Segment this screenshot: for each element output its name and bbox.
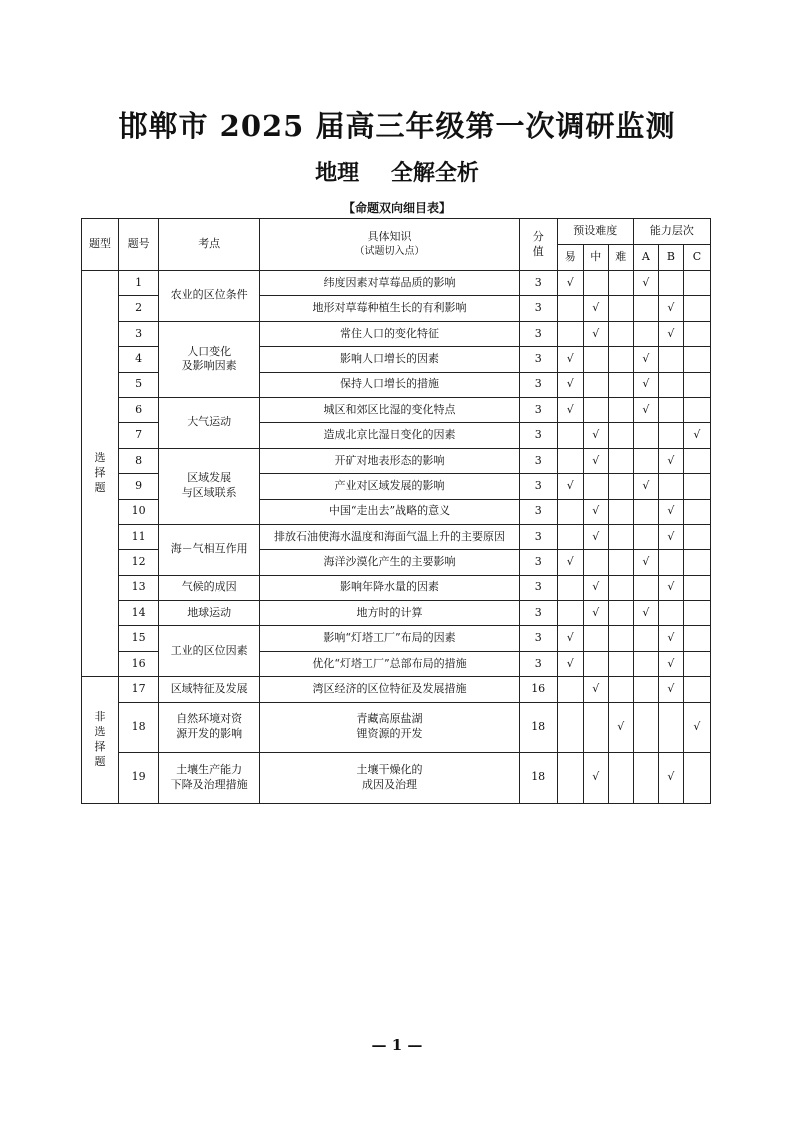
- exam-point-line: 土壤生产能力: [176, 762, 243, 776]
- question-no: 11: [119, 524, 159, 549]
- check-mark: √: [633, 347, 658, 372]
- check-mark: √: [633, 474, 658, 499]
- score-cell: 3: [519, 347, 557, 372]
- header-score-2: 值: [532, 244, 544, 258]
- exam-point: [159, 752, 260, 803]
- header-score-1: 分: [532, 229, 544, 243]
- score-cell: 3: [519, 448, 557, 473]
- exam-point: [159, 448, 260, 524]
- header-type: 题型: [82, 219, 119, 271]
- question-no: 1: [119, 271, 159, 296]
- header-ability: 能力层次: [633, 219, 710, 245]
- knowledge-cell: [260, 752, 519, 803]
- table-row: [82, 702, 711, 752]
- check-mark: √: [608, 702, 633, 752]
- check-mark: √: [583, 423, 608, 448]
- score-cell: 3: [519, 474, 557, 499]
- group-nonchoice-char: 择: [94, 739, 106, 753]
- score-cell: 3: [519, 423, 557, 448]
- score-cell: 3: [519, 524, 557, 549]
- exam-point-line: 人口变化: [187, 344, 232, 358]
- table-caption: 【命题双向细目表】: [342, 201, 451, 215]
- check-mark: √: [557, 372, 583, 397]
- header-ability-b: B: [658, 245, 683, 271]
- knowledge-cell: [260, 702, 519, 752]
- subtitle-desc: 全解全析: [390, 160, 479, 186]
- question-no: 9: [119, 474, 159, 499]
- table-row: [82, 321, 711, 346]
- exam-point: [159, 702, 260, 752]
- document-subtitle: [0, 156, 794, 187]
- question-no: 17: [119, 677, 159, 702]
- score-cell: 18: [519, 752, 557, 803]
- check-mark: √: [658, 626, 683, 651]
- header-diff-easy: 易: [557, 245, 583, 271]
- check-mark: √: [583, 499, 608, 524]
- exam-point-line: 与区域联系: [181, 486, 237, 500]
- check-mark: √: [658, 296, 683, 321]
- check-mark: √: [557, 651, 583, 676]
- check-mark: √: [583, 752, 608, 803]
- table-row: [82, 397, 711, 422]
- check-mark: √: [633, 550, 658, 575]
- question-no: 7: [119, 423, 159, 448]
- question-no: 8: [119, 448, 159, 473]
- check-mark: √: [557, 474, 583, 499]
- group-nonchoice-char: 题: [94, 754, 106, 768]
- exam-point: [159, 321, 260, 397]
- knowledge-line: 土壤干燥化的: [356, 762, 423, 776]
- exam-point: 气候的成因: [159, 575, 260, 600]
- header-no: 题号: [119, 219, 159, 271]
- header-difficulty: 预设难度: [557, 219, 633, 245]
- table-row: [82, 448, 711, 473]
- table-row: [82, 752, 711, 803]
- check-mark: √: [583, 524, 608, 549]
- check-mark: √: [557, 626, 583, 651]
- header-score: [519, 219, 557, 271]
- score-cell: 3: [519, 372, 557, 397]
- score-cell: 3: [519, 601, 557, 626]
- exam-point-line: 及影响因素: [181, 359, 237, 373]
- check-mark: √: [557, 550, 583, 575]
- knowledge-cell: 产业对区域发展的影响: [260, 474, 519, 499]
- score-cell: 3: [519, 550, 557, 575]
- header-diff-medium: 中: [583, 245, 608, 271]
- score-cell: 3: [519, 397, 557, 422]
- header-diff-hard: 难: [608, 245, 633, 271]
- knowledge-line: 成因及治理: [361, 777, 417, 791]
- table-row: [82, 524, 711, 549]
- knowledge-cell: 影响年降水量的因素: [260, 575, 519, 600]
- check-mark: √: [583, 448, 608, 473]
- score-cell: 3: [519, 651, 557, 676]
- spec-table: [81, 218, 711, 804]
- check-mark: √: [683, 702, 710, 752]
- knowledge-cell: 中国“走出去”战略的意义: [260, 499, 519, 524]
- check-mark: √: [658, 448, 683, 473]
- question-no: 14: [119, 601, 159, 626]
- knowledge-cell: 纬度因素对草莓品质的影响: [260, 271, 519, 296]
- question-no: 5: [119, 372, 159, 397]
- score-cell: 3: [519, 626, 557, 651]
- check-mark: √: [658, 499, 683, 524]
- exam-point-line: 源开发的影响: [176, 727, 243, 741]
- score-cell: 3: [519, 321, 557, 346]
- header-ability-c: C: [683, 245, 710, 271]
- question-no: 4: [119, 347, 159, 372]
- group-nonchoice: [82, 677, 119, 803]
- check-mark: √: [658, 677, 683, 702]
- check-mark: √: [633, 372, 658, 397]
- knowledge-cell: 保持人口增长的措施: [260, 372, 519, 397]
- header-knowledge: [260, 219, 519, 271]
- question-no: 19: [119, 752, 159, 803]
- question-no: 12: [119, 550, 159, 575]
- document-title: 邯郸市 2025 届高三年级第一次调研监测: [118, 109, 676, 143]
- check-mark: √: [633, 397, 658, 422]
- group-choice-char: 择: [94, 466, 106, 480]
- group-choice: [82, 271, 119, 677]
- exam-point-line: 自然环境对资: [176, 712, 243, 726]
- check-mark: √: [557, 271, 583, 296]
- knowledge-cell: 海洋沙漠化产生的主要影响: [260, 550, 519, 575]
- knowledge-cell: 地方时的计算: [260, 601, 519, 626]
- header-ability-a: A: [633, 245, 658, 271]
- exam-point-line: 下降及治理措施: [170, 777, 248, 791]
- knowledge-line: 锂资源的开发: [356, 727, 423, 741]
- question-no: 6: [119, 397, 159, 422]
- score-cell: 3: [519, 271, 557, 296]
- check-mark: √: [583, 296, 608, 321]
- question-no: 18: [119, 702, 159, 752]
- group-nonchoice-char: 选: [94, 725, 106, 739]
- header-row-1: [82, 219, 711, 245]
- knowledge-cell: 开矿对地表形态的影响: [260, 448, 519, 473]
- score-cell: 3: [519, 296, 557, 321]
- group-choice-char: 题: [94, 481, 106, 495]
- check-mark: √: [633, 601, 658, 626]
- check-mark: √: [583, 321, 608, 346]
- header-knowledge-main: 具体知识: [367, 230, 412, 244]
- exam-point-line: 区域发展: [187, 471, 232, 485]
- knowledge-cell: 造成北京比湿日变化的因素: [260, 423, 519, 448]
- page-number: — 1 —: [371, 1036, 423, 1054]
- check-mark: √: [557, 397, 583, 422]
- question-no: 16: [119, 651, 159, 676]
- check-mark: √: [583, 601, 608, 626]
- knowledge-cell: 城区和郊区比湿的变化特点: [260, 397, 519, 422]
- question-no: 2: [119, 296, 159, 321]
- check-mark: √: [658, 575, 683, 600]
- subject-label: 地理: [315, 160, 360, 186]
- check-mark: √: [583, 575, 608, 600]
- question-no: 10: [119, 499, 159, 524]
- table-row: [82, 626, 711, 651]
- score-cell: 3: [519, 499, 557, 524]
- table-row: [82, 271, 711, 296]
- exam-point: 海－气相互作用: [159, 524, 260, 575]
- question-no: 3: [119, 321, 159, 346]
- group-choice-char: 选: [94, 451, 106, 465]
- knowledge-cell: 影响“灯塔工厂”布局的因素: [260, 626, 519, 651]
- question-no: 13: [119, 575, 159, 600]
- header-point: 考点: [159, 219, 260, 271]
- knowledge-line: 青藏高原盐湖: [356, 712, 423, 726]
- exam-point: 地球运动: [159, 601, 260, 626]
- knowledge-cell: 地形对草莓种植生长的有利影响: [260, 296, 519, 321]
- check-mark: √: [658, 651, 683, 676]
- knowledge-cell: 湾区经济的区位特征及发展措施: [260, 677, 519, 702]
- check-mark: √: [658, 752, 683, 803]
- check-mark: √: [658, 524, 683, 549]
- exam-point: 区域特征及发展: [159, 677, 260, 702]
- score-cell: 16: [519, 677, 557, 702]
- exam-point: 农业的区位条件: [159, 271, 260, 322]
- check-mark: √: [583, 677, 608, 702]
- check-mark: √: [683, 423, 710, 448]
- table-row: [82, 575, 711, 600]
- knowledge-cell: 影响人口增长的因素: [260, 347, 519, 372]
- header-knowledge-sub: （试题切入点）: [354, 246, 425, 258]
- question-no: 15: [119, 626, 159, 651]
- check-mark: √: [633, 271, 658, 296]
- check-mark: √: [658, 321, 683, 346]
- knowledge-cell: 常住人口的变化特征: [260, 321, 519, 346]
- exam-point: 大气运动: [159, 397, 260, 448]
- score-cell: 18: [519, 702, 557, 752]
- check-mark: √: [557, 347, 583, 372]
- exam-point: 工业的区位因素: [159, 626, 260, 677]
- score-cell: 3: [519, 575, 557, 600]
- knowledge-cell: 排放石油使海水温度和海面气温上升的主要原因: [260, 524, 519, 549]
- table-row: [82, 601, 711, 626]
- table-row: [82, 677, 711, 702]
- group-nonchoice-char: 非: [94, 710, 106, 724]
- knowledge-cell: 优化“灯塔工厂”总部布局的措施: [260, 651, 519, 676]
